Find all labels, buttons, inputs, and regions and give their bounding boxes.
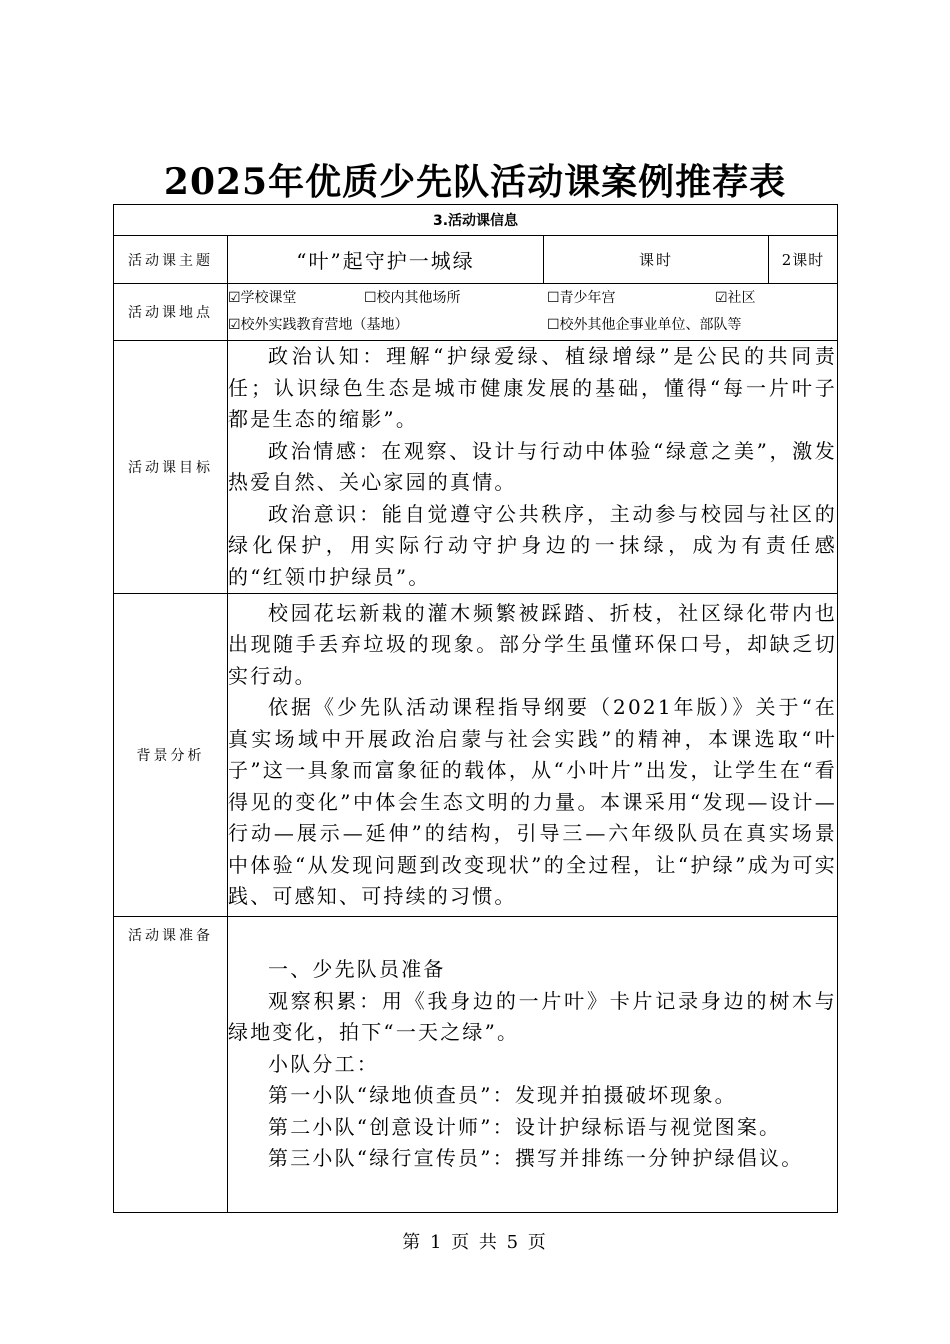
location-row-1	[228, 285, 837, 312]
goals-content	[228, 341, 838, 594]
page-title: 2025年优质少先队活动课案例推荐表	[163, 161, 787, 203]
location-option-youth-palace: ☐青少年宫	[547, 290, 616, 306]
background-label: 背景分析	[114, 594, 228, 917]
prep-paragraph: 观察积累：用《我身边的一片叶》卡片记录身边的树木与绿地变化，拍下“一天之绿”。	[228, 988, 837, 1045]
section-header: 3.活动课信息	[114, 205, 838, 236]
goal-political-cognition: 政治认知：理解“护绿爱绿、植绿增绿”是公民的共同责任；认识绿色生态是城市健康发展的基础，懂得“每一片叶子都是生态的缩影”。	[228, 344, 837, 431]
background-paragraph: 依据《少先队活动课程指导纲要（2021年版）》关于“在真实场域中开展政治启蒙与社会实践”的精神，本课选取“叶子”这一具象而富象征的载体，从“小叶片”出发，让学生在“看得见的变化”中体会生态文明的力量。本课采用“发现—设计—行动—展示—延伸”的结构，引导三—六年级队员在真实场景中体验“从发现问题到改变现状”的全过程，让“护绿”成为可实践、可感知、可持续的习惯。	[228, 695, 837, 908]
prep-paragraph: 一、少先队员准备	[268, 957, 446, 982]
location-option-community: ☑社区	[715, 290, 756, 306]
prep-paragraph: 第一小队“绿地侦查员”：发现并拍摄破坏现象。	[268, 1083, 737, 1108]
preparation-content	[228, 917, 838, 1213]
background-content	[228, 594, 838, 917]
goals-label: 活动课目标	[114, 341, 228, 594]
location-options	[228, 284, 838, 341]
location-row-2	[228, 312, 837, 339]
hours-value: 2课时	[769, 236, 838, 284]
preparation-label: 活动课准备	[114, 917, 228, 1213]
background-paragraph: 校园花坛新栽的灌木频繁被踩踏、折枝，社区绿化带内也出现随手丢弃垃圾的现象。部分学生虽懂环保口号，却缺乏切实行动。	[228, 600, 837, 688]
recommendation-form-table	[113, 204, 838, 1213]
location-option-practice-base: ☑校外实践教育营地（基地）	[228, 317, 409, 333]
goal-political-emotion: 政治情感：在观察、设计与行动中体验“绿意之美”，激发热爱自然、关心家园的真情。	[228, 438, 837, 494]
location-label: 活动课地点	[114, 284, 228, 341]
page-footer: 第 1 页 共 5 页	[402, 1232, 548, 1253]
location-option-other-units: ☐校外其他企事业单位、部队等	[547, 317, 742, 333]
prep-paragraph: 小队分工：	[268, 1051, 379, 1076]
theme-label: 活动课主题	[114, 236, 228, 284]
hours-label: 课时	[544, 236, 769, 284]
location-option-school-class: ☑学校课堂	[228, 290, 297, 306]
location-option-school-other: ☐校内其他场所	[364, 290, 461, 306]
goal-political-awareness: 政治意识：能自觉遵守公共秩序，主动参与校园与社区的绿化保护，用实际行动守护身边的一抹绿，成为有责任感的“红领巾护绿员”。	[228, 501, 837, 589]
theme-value: “叶”起守护一城绿	[228, 236, 544, 284]
prep-paragraph: 第三小队“绿行宣传员”：撰写并排练一分钟护绿倡议。	[268, 1146, 804, 1171]
prep-paragraph: 第二小队“创意设计师”：设计护绿标语与视觉图案。	[268, 1114, 782, 1139]
